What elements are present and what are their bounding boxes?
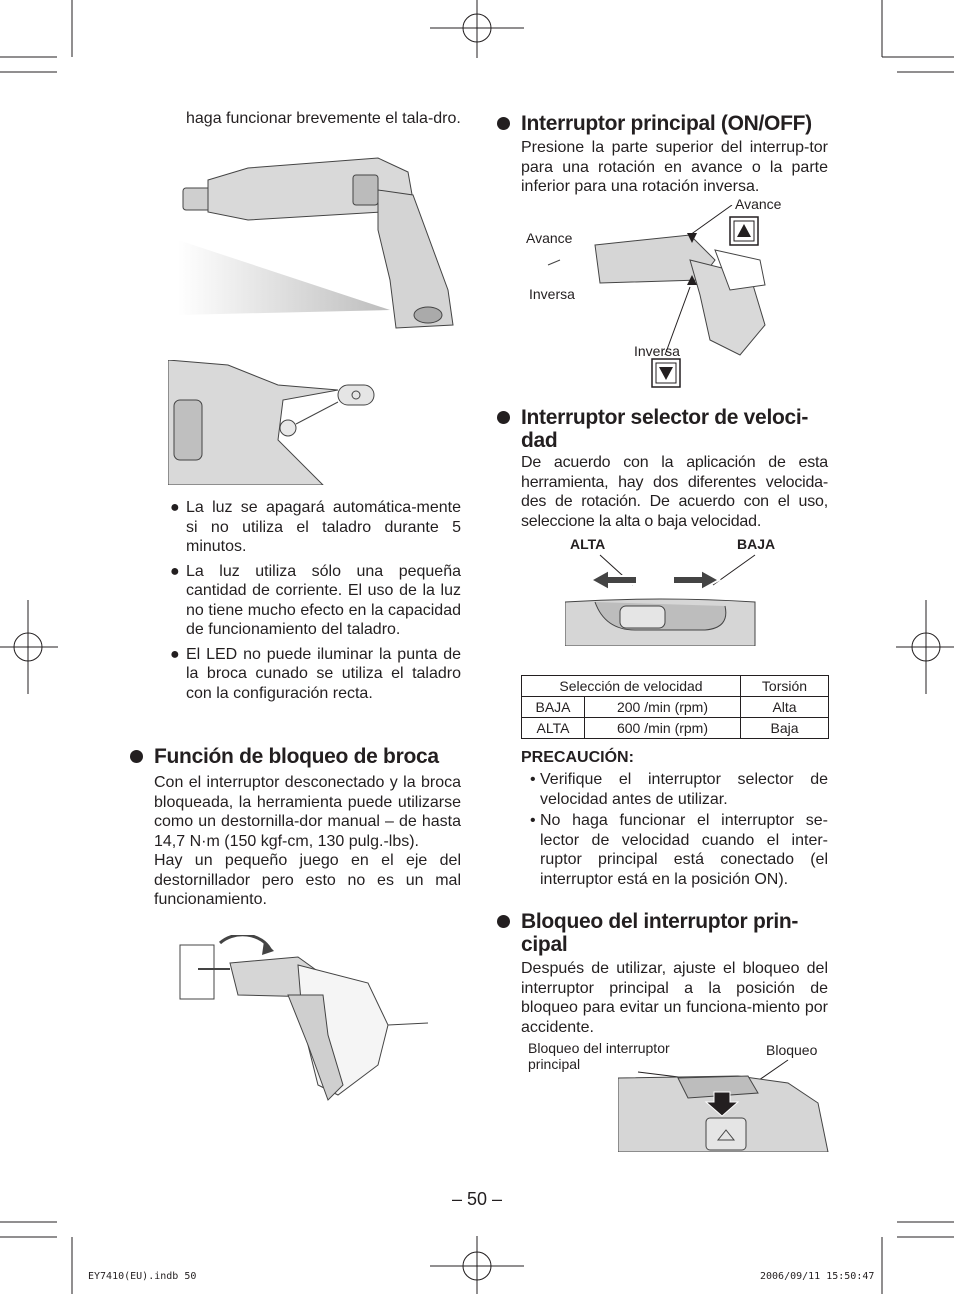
main-switch-title: Interruptor principal (ON/OFF): [521, 112, 812, 135]
list-item-text: La luz utiliza sólo una pequeña cantidad de corriente. El uso de la luz no tiene mucho efecto en la capacidad de funcionamiento del taladro.: [186, 562, 461, 638]
manual-screwdriver-illustration: [178, 935, 433, 1110]
bullet-icon: ●: [170, 499, 180, 516]
list-item: [170, 645, 461, 704]
label-lock-switch-line-1: Bloqueo del interruptor: [528, 1040, 670, 1056]
list-item-text: La luz se apagará automática-mente si no utiliza el taladro durante 5 minutos.: [186, 499, 461, 555]
section-dot-icon: [497, 915, 510, 928]
table-cell: BAJA: [522, 697, 585, 718]
list-item: [530, 811, 828, 889]
bullet-icon: •: [530, 771, 536, 788]
label-inversa-bottom: Inversa: [634, 343, 680, 359]
table-header: Selección de velocidad: [522, 676, 741, 697]
speed-title-line-2: dad: [521, 429, 558, 452]
page-number: – 50 –: [451, 1189, 503, 1209]
list-item-text: Verifique el interruptor selector de velocidad antes de utilizar.: [540, 771, 828, 808]
table-header-row: [522, 676, 829, 697]
speed-selector-illustration: [565, 550, 757, 646]
speed-selector-title: [521, 406, 808, 452]
section-dot-icon: [130, 750, 143, 763]
bullet-icon: •: [530, 812, 536, 829]
intro-text: haga funcionar brevemente el tala-dro.: [186, 110, 461, 127]
switch-lock-text: Después de utilizar, ajuste el bloqueo del interruptor principal a la posición de bloqueo para evitar un funciona-miento por accidente.: [521, 960, 828, 1036]
label-inversa-left: Inversa: [529, 286, 575, 302]
label-avance-left: Avance: [526, 230, 573, 246]
list-item: [530, 770, 828, 809]
table-cell: ALTA: [522, 718, 585, 739]
light-switch-closeup: [168, 360, 378, 485]
label-avance-top: Avance: [735, 196, 782, 212]
main-switch-illustration: [540, 205, 770, 390]
caution-title: PRECAUCIÓN:: [521, 749, 634, 766]
speed-table: [521, 675, 829, 739]
speed-selector-text: De acuerdo con la aplicación de esta herramienta, hay dos diferentes velocida-des de rotación. De acuerdo con el uso, seleccione la alta o baja velocidad.: [521, 454, 828, 530]
switch-lock-title: [521, 910, 798, 956]
speed-title-line-1: Interruptor selector de veloci-: [521, 406, 809, 429]
list-item: [170, 562, 461, 640]
table-cell: 600 /min (rpm): [585, 718, 741, 739]
table-row: [522, 697, 829, 718]
label-alta: ALTA: [570, 536, 606, 552]
lock-paragraph-1: Con el interruptor desconectado y la broca bloqueada, la herramienta puede utilizarse como un destornilla-dor manual – de hasta 14,7 N·m (150 kgf-cm, 130 pulg.-lbs).: [154, 774, 461, 850]
table-header: Torsión: [741, 676, 829, 697]
label-lock-switch-line-2: principal: [528, 1056, 581, 1072]
lock-paragraph-2: Hay un pequeño juego en el eje del destornillador pero esto no es un mal funcionamiento.: [154, 852, 461, 908]
list-item-text: No haga funcionar el interruptor se-lector de velocidad cuando el inter-ruptor principal está conectado (el interruptor está en la posición ON).: [540, 812, 828, 888]
lock-section-text: [154, 773, 461, 910]
lock-title-line-2: cipal: [521, 933, 568, 956]
caution-list: [530, 770, 828, 891]
lock-section-title: Función de bloqueo de broca: [154, 745, 439, 768]
list-item: [170, 498, 461, 557]
label-lock: Bloqueo: [766, 1042, 818, 1058]
label-baja: BAJA: [737, 536, 776, 552]
table-cell: 200 /min (rpm): [585, 697, 741, 718]
table-cell: Baja: [741, 718, 829, 739]
main-switch-text: Presione la parte superior del interrup-tor para una rotación en avance o la parte inferior para una rotación inversa.: [521, 139, 828, 195]
drill-light-illustration: [178, 150, 468, 340]
lock-title-line-1: Bloqueo del interruptor prin-: [521, 910, 799, 933]
switch-lock-illustration: [618, 1058, 830, 1152]
bullet-icon: ●: [170, 562, 180, 580]
section-dot-icon: [497, 117, 510, 130]
footer-file: EY7410(EU).indb 50: [88, 1271, 197, 1282]
bullet-icon: ●: [170, 645, 180, 663]
light-notes-list: [170, 498, 461, 708]
section-dot-icon: [497, 411, 510, 424]
footer-timestamp: 2006/09/11 15:50:47: [760, 1271, 875, 1282]
list-item-text: El LED no puede iluminar la punta de la broca cunado se utiliza el taladro con la configuración recta.: [186, 645, 461, 702]
table-row: [522, 718, 829, 739]
table-cell: Alta: [741, 697, 829, 718]
